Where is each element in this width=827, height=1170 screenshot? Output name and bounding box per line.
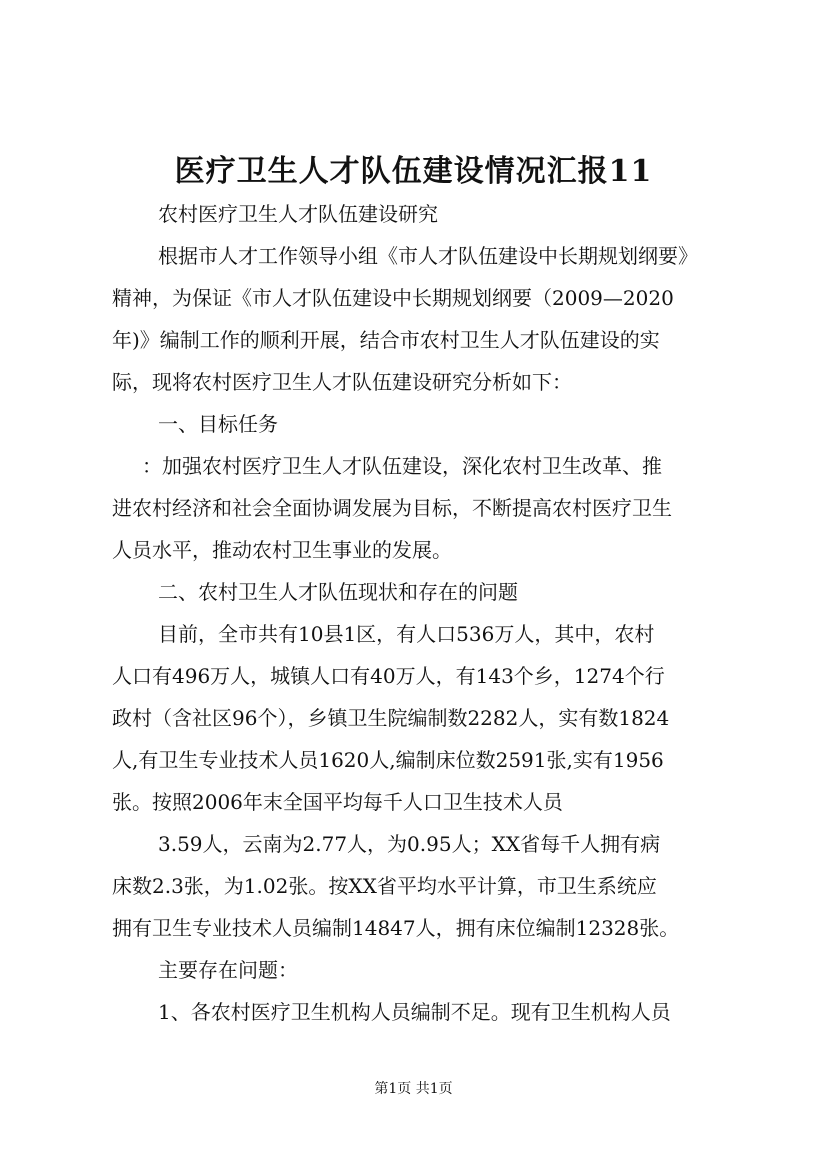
paragraph-line: 政村（含社区96个），乡镇卫生院编制数2282人，实有数1824: [112, 706, 670, 730]
paragraph-line: 床数2.3张，为1.02张。按XX省平均水平计算，市卫生系统应: [112, 874, 657, 898]
paragraph-line: 3.59人，云南为2.77人，为0.95人；XX省每千人拥有病: [158, 832, 661, 856]
paragraph-line: 进农村经济和社会全面协调发展为目标，不断提高农村医疗卫生: [112, 496, 672, 520]
paragraph-line: 人口有496万人，城镇人口有40万人，有143个乡，1274个行: [112, 664, 665, 688]
paragraph-line: 农村医疗卫生人才队伍建设研究: [158, 202, 438, 226]
paragraph-line: 年)》编制工作的顺利开展，结合市农村卫生人才队伍建设的实: [112, 328, 660, 352]
page-footer: 第1页 共1页: [374, 1081, 453, 1097]
section-heading: 一、目标任务: [158, 412, 278, 436]
paragraph-line: 1、各农村医疗卫生机构人员编制不足。现有卫生机构人员: [158, 1000, 671, 1024]
document-title: 医疗卫生人才队伍建设情况汇报11: [174, 154, 653, 189]
paragraph-line: 人,有卫生专业技术人员1620人,编制床位数2591张,实有1956: [112, 748, 664, 772]
paragraph-line: 张。按照2006年末全国平均每千人口卫生技术人员: [112, 790, 563, 814]
section-heading: 二、农村卫生人才队伍现状和存在的问题: [158, 580, 518, 604]
paragraph-line: 目前，全市共有10县1区，有人口536万人，其中，农村: [158, 622, 655, 646]
paragraph-line: 际，现将农村医疗卫生人才队伍建设研究分析如下：: [112, 370, 572, 394]
paragraph-line: 根据市人才工作领导小组《市人才队伍建设中长期规划纲要》: [158, 244, 698, 268]
paragraph-line: ：加强农村医疗卫生人才队伍建设，深化农村卫生改革、推: [142, 454, 662, 478]
section-heading: 主要存在问题：: [158, 958, 298, 982]
paragraph-line: 人员水平，推动农村卫生事业的发展。: [112, 538, 452, 562]
paragraph-line: 拥有卫生专业技术人员编制14847人，拥有床位编制12328张。: [112, 916, 680, 940]
paragraph-line: 精神，为保证《市人才队伍建设中长期规划纲要（2009—2020: [112, 286, 674, 310]
